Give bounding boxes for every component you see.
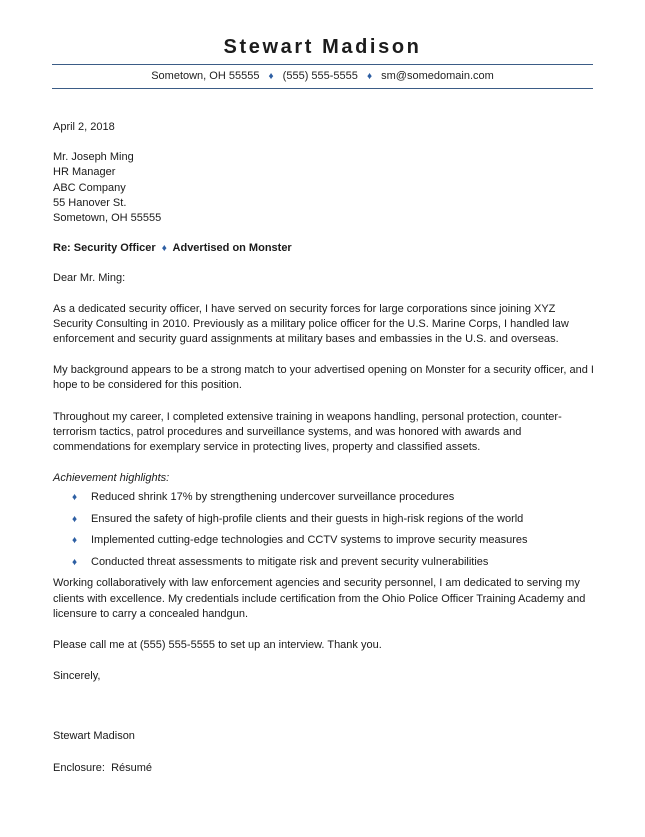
sender-address: Sometown, OH 55555 [151,70,260,82]
paragraph-call-to-action: Please call me at (555) 555-5555 to set up an interview. Thank you. [53,639,382,652]
subject-prefix: Re: Security Officer [53,242,156,255]
highlight-text: Implemented cutting-edge technologies and CCTV systems to improve security measures [91,534,528,547]
contact-line [0,70,645,82]
recipient-company: ABC Company [53,181,126,194]
diamond-bullet-icon: ♦ [72,535,78,547]
diamond-separator-icon: ♦ [366,71,373,82]
paragraph-intro: As a dedicated security officer, I have served on security forces for large corporations since joining XYZ Security Consulting in 2010. Previously as a military police officer for the U.S. Marine Corps, I handled law enforcement and security guard assignments at military bases and embassies in the U.S. and overseas. [53,302,569,346]
highlights-title: Achievement highlights: [53,472,170,485]
letter-date: April 2, 2018 [53,121,115,133]
recipient-title: HR Manager [53,166,116,179]
list-item [53,512,598,534]
diamond-bullet-icon: ♦ [72,513,78,525]
highlight-text: Ensured the safety of high-profile clients and their guests in high-risk regions of the world [91,512,524,525]
recipient-name: Mr. Joseph Ming [53,151,134,164]
diamond-bullet-icon: ♦ [72,492,78,504]
sender-phone: (555) 555-5555 [282,70,358,82]
signature-name: Stewart Madison [53,730,135,743]
subject-line [53,241,598,256]
list-item [53,555,598,577]
diamond-separator-icon: ♦ [161,243,167,255]
paragraph-experience: Throughout my career, I completed extensive training in weapons handling, personal protection, counter-terrorism tactics, patrol procedures and surveillance systems, and was honored with awards and commendations for exemplary service in protecting lives, property and classified assets. [53,410,562,454]
list-item [53,490,598,512]
letter-body [53,120,598,776]
highlight-text: Reduced shrink 17% by strengthening undercover surveillance procedures [91,491,455,504]
diamond-bullet-icon: ♦ [72,556,78,568]
header-rule-top [52,64,593,65]
closing: Sincerely, [53,670,101,683]
recipient-block [53,150,598,226]
salutation: Dear Mr. Ming: [53,272,126,285]
enclosure-line: Enclosure: Résumé [53,761,153,774]
list-item [53,533,598,555]
header-rule-bottom [52,88,593,89]
sender-email: sm@somedomain.com [381,70,494,82]
paragraph-credentials: Working collaboratively with law enforcement agencies and security personnel, I am dedicated to serving my clients with excellence. My credentials include certification from the Ohio Police Officer Training Academy and licensure to carry a concealed handgun. [53,577,586,620]
sender-name: Stewart Madison [223,36,422,58]
highlight-text: Conducted threat assessments to mitigate risk and prevent security vulnerabilities [91,555,489,568]
recipient-street: 55 Hanover St. [53,196,127,209]
highlights-list [53,490,598,576]
recipient-city: Sometown, OH 55555 [53,212,162,225]
subject-suffix: Advertised on Monster [172,242,292,255]
paragraph-background: My background appears to be a strong match to your advertised opening on Monster for a security officer, and I hope to be considered for this position. [53,364,594,392]
diamond-separator-icon: ♦ [268,71,274,82]
